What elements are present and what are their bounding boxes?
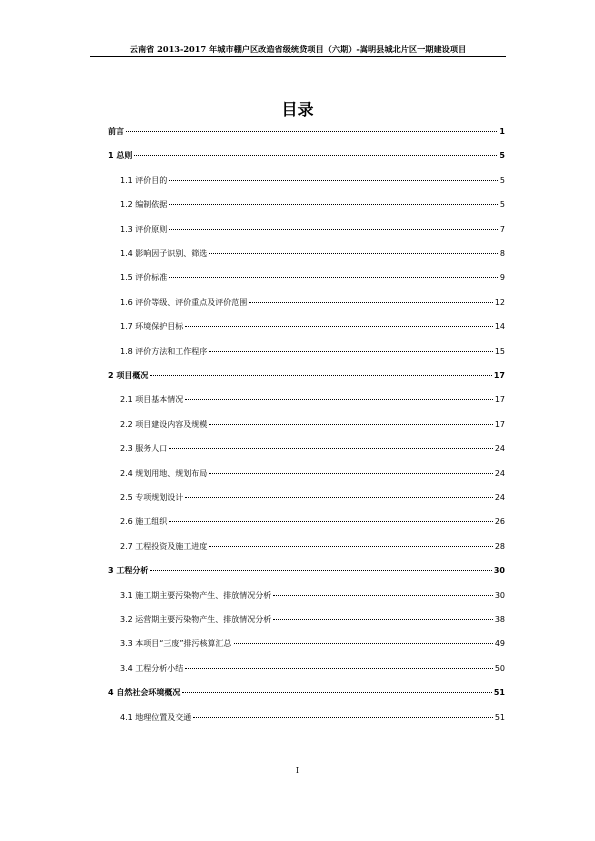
toc-leader-dots [185, 497, 493, 498]
toc-entry-page: 24 [494, 468, 505, 478]
toc-entry-label: 2.4 规划用地、规划布局 [120, 468, 208, 478]
toc-leader-dots [150, 570, 492, 571]
toc-leader-dots [134, 155, 497, 156]
toc-entry[interactable] [120, 419, 505, 433]
toc-entry[interactable] [120, 516, 505, 530]
toc-entry-page: 24 [494, 444, 505, 454]
toc-leader-dots [249, 302, 493, 303]
toc-leader-dots [169, 277, 498, 278]
toc-entry-label: 1.6 评价等级、评价重点及评价范围 [120, 297, 248, 307]
toc-entry[interactable] [120, 297, 505, 311]
toc-entry[interactable] [120, 248, 505, 262]
toc-entry-label: 3 工程分析 [108, 566, 149, 576]
toc-entry-label: 3.4 工程分析小结 [120, 663, 184, 673]
toc-entry[interactable] [120, 394, 505, 408]
toc-entry[interactable] [120, 492, 505, 506]
toc-entry[interactable] [120, 614, 505, 628]
toc-entry-label: 2.7 工程投资及施工进度 [120, 541, 208, 551]
toc-entry[interactable] [120, 541, 505, 555]
toc-entry-label: 1.1 评价目的 [120, 175, 168, 185]
toc-entry-label: 2.6 施工组织 [120, 517, 168, 527]
toc-entry-page: 49 [494, 639, 505, 649]
toc-entry-page: 30 [493, 566, 505, 576]
toc-entry-page: 5 [499, 175, 505, 185]
toc-entry-page: 17 [494, 419, 505, 429]
toc-leader-dots [209, 473, 493, 474]
toc-entry-label: 3.3 本项目“三废”排污核算汇总 [120, 639, 232, 649]
toc-entry-label: 4 自然社会环境概况 [108, 688, 181, 698]
toc-leader-dots [126, 131, 497, 132]
toc-leader-dots [273, 619, 493, 620]
toc-leader-dots [209, 424, 493, 425]
toc-title: 目录 [281, 100, 314, 119]
toc-entry-label: 3.2 运营期主要污染物产生、排放情况分析 [120, 615, 272, 624]
toc-entry[interactable] [120, 590, 505, 604]
toc-leader-dots [169, 229, 498, 230]
toc-leader-dots [169, 180, 498, 181]
toc-entry[interactable] [108, 687, 505, 701]
toc-leader-dots [273, 595, 493, 596]
toc-entry[interactable] [120, 663, 505, 677]
toc-leader-dots [182, 692, 492, 693]
toc-entry-page: 5 [499, 151, 505, 161]
toc-entry-label: 前言 [108, 127, 124, 136]
toc-leader-dots [185, 399, 493, 400]
toc-entry-label: 2.1 项目基本情况 [120, 395, 184, 405]
toc-entry-page: 17 [493, 371, 505, 380]
toc-entry-page: 9 [499, 273, 505, 283]
toc-entry[interactable] [108, 126, 505, 140]
toc-leader-dots [169, 448, 493, 449]
toc-entry-label: 2.5 专项规划设计 [120, 493, 184, 502]
toc-entry[interactable] [120, 321, 505, 335]
toc-entry[interactable] [120, 712, 505, 726]
toc-entry[interactable] [120, 199, 505, 213]
toc-entry-page: 51 [494, 712, 505, 722]
running-header: 云南省 2013-2017 年城市棚户区改造省级统贷项目（六期）-嵩明县城北片区一期建设项目 [129, 44, 467, 54]
toc-entry-page: 5 [499, 200, 505, 210]
toc-entry[interactable] [120, 468, 505, 482]
toc-entry-label: 1.2 编制依据 [120, 200, 168, 210]
page-number: I [295, 766, 300, 775]
toc-leader-dots [150, 375, 492, 376]
toc-entry-page: 38 [494, 615, 505, 624]
toc-entry-label: 2.3 服务人口 [120, 444, 168, 454]
toc-entry[interactable] [108, 565, 505, 579]
toc-entry-page: 12 [494, 297, 505, 307]
toc-entry-label: 1.4 影响因子识别、筛选 [120, 249, 208, 258]
toc-entry-page: 30 [494, 590, 505, 600]
toc-entry-page: 8 [499, 249, 505, 258]
toc-leader-dots [209, 351, 493, 352]
toc-entry[interactable] [120, 175, 505, 189]
toc-entry-page: 28 [494, 541, 505, 551]
toc-entry-page: 17 [494, 395, 505, 405]
toc-entry-page: 15 [494, 346, 505, 356]
toc-entry-label: 1.5 评价标准 [120, 273, 168, 283]
toc-entry-label: 1 总则 [108, 151, 133, 161]
toc-entry[interactable] [120, 346, 505, 360]
toc-entry-page: 14 [494, 322, 505, 332]
toc-leader-dots [169, 521, 493, 522]
toc-leader-dots [185, 326, 493, 327]
toc-entry-label: 1.8 评价方法和工作程序 [120, 346, 208, 356]
toc-entry-page: 24 [494, 493, 505, 502]
toc-entry[interactable] [108, 150, 505, 164]
toc-entry-page: 7 [499, 224, 505, 234]
toc-leader-dots [185, 668, 493, 669]
toc-entry-page: 51 [493, 688, 505, 698]
toc-entry[interactable] [120, 638, 505, 652]
toc-entry-page: 26 [494, 517, 505, 527]
toc-entry[interactable] [108, 370, 505, 384]
toc-entry-label: 4.1 地理位置及交通 [120, 712, 192, 722]
toc-entry[interactable] [120, 443, 505, 457]
toc-entry[interactable] [120, 272, 505, 286]
header-rule [90, 56, 506, 57]
toc-leader-dots [234, 643, 493, 644]
toc-leader-dots [209, 253, 498, 254]
toc-entry[interactable] [120, 224, 505, 238]
toc-leader-dots [209, 546, 493, 547]
toc-entry-label: 1.3 评价原则 [120, 224, 168, 234]
toc-entry-page: 1 [499, 127, 505, 136]
toc-entry-label: 2.2 项目建设内容及规模 [120, 419, 208, 429]
toc-entry-label: 3.1 施工期主要污染物产生、排放情况分析 [120, 590, 272, 600]
toc-entry-label: 1.7 环境保护目标 [120, 322, 184, 332]
toc-entry-page: 50 [494, 663, 505, 673]
toc-entry-label: 2 项目概况 [108, 371, 149, 380]
toc-leader-dots [193, 717, 493, 718]
toc-leader-dots [169, 204, 498, 205]
